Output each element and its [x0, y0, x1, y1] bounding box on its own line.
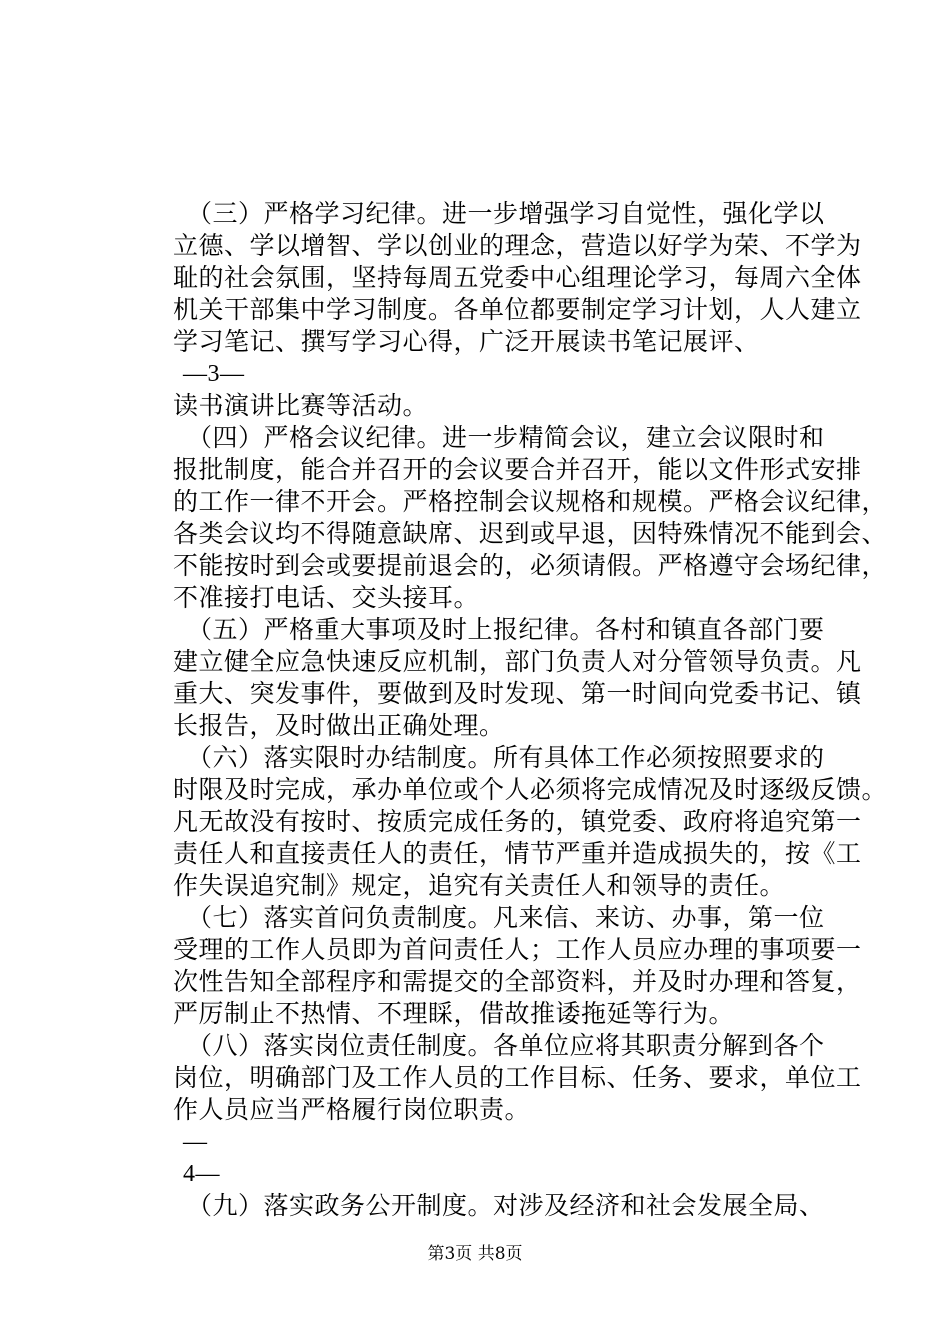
- paragraph-line: 时限及时完成，承办单位或个人必须将完成情况及时逐级反馈。: [173, 775, 888, 804]
- paragraph-first-line: （七）落实首问负责制度。凡来信、来访、办事，第一位: [187, 903, 825, 932]
- paragraph-line: 机关干部集中学习制度。各单位都要制定学习计划，人人建立: [173, 295, 862, 324]
- page-marker: 4—: [183, 1161, 220, 1187]
- page-footer: 第3页 共8页: [427, 1244, 523, 1264]
- paragraph-line: 各类会议均不得随意缺席、迟到或早退，因特殊情况不能到会、: [173, 519, 888, 548]
- paragraph-first-line: （五）严格重大事项及时上报纪律。各村和镇直各部门要: [187, 615, 825, 644]
- paragraph-first-line: （四）严格会议纪律。进一步精简会议，建立会议限时和: [187, 423, 825, 452]
- paragraph-line: 次性告知全部程序和需提交的全部资料，并及时办理和答复，: [173, 967, 862, 996]
- paragraph-line: 耻的社会氛围，坚持每周五党委中心组理论学习，每周六全体: [173, 263, 862, 292]
- paragraph-line: 建立健全应急快速反应机制，部门负责人对分管领导负责。凡: [173, 647, 862, 676]
- paragraph-line: 岗位，明确部门及工作人员的工作目标、任务、要求，单位工: [173, 1063, 862, 1092]
- paragraph-line: 的工作一律不开会。严格控制会议规格和规模。严格会议纪律，: [173, 487, 888, 516]
- paragraph-line: 凡无故没有按时、按质完成任务的，镇党委、政府将追究第一: [173, 807, 862, 836]
- paragraph-first-line: （九）落实政务公开制度。对涉及经济和社会发展全局、: [187, 1191, 825, 1220]
- paragraph-line: 作失误追究制》规定，追究有关责任人和领导的责任。: [173, 871, 786, 900]
- paragraph-line: 立德、学以增智、学以创业的理念，营造以好学为荣、不学为: [173, 231, 862, 260]
- paragraph-line: 报批制度，能合并召开的会议要合并召开，能以文件形式安排: [173, 455, 862, 484]
- paragraph-first-line: （六）落实限时办结制度。所有具体工作必须按照要求的: [187, 743, 825, 772]
- paragraph-line: 不能按时到会或要提前退会的，必须请假。严格遵守会场纪律，: [173, 551, 888, 580]
- paragraph-line: 严厉制止不热情、不理睬，借故推诿拖延等行为。: [173, 999, 735, 1028]
- paragraph-first-line: （三）严格学习纪律。进一步增强学习自觉性，强化学以: [187, 199, 825, 228]
- paragraph-first-line: （八）落实岗位责任制度。各单位应将其职责分解到各个: [187, 1031, 825, 1060]
- paragraph-line: 长报告，及时做出正确处理。: [173, 711, 505, 740]
- paragraph-line: 重大、突发事件，要做到及时发现、第一时间向党委书记、镇: [173, 679, 862, 708]
- paragraph-line: 受理的工作人员即为首问责任人；工作人员应办理的事项要一: [173, 935, 862, 964]
- paragraph-line: 不准接打电话、交头接耳。: [173, 583, 480, 612]
- paragraph-line: 作人员应当严格履行岗位职责。: [173, 1095, 531, 1124]
- paragraph-line: 学习笔记、撰写学习心得，广泛开展读书笔记展评、: [173, 327, 760, 356]
- page-marker: —3—: [183, 361, 245, 387]
- page-marker: —: [183, 1129, 208, 1155]
- paragraph-line: 责任人和直接责任人的责任，情节严重并造成损失的，按《工: [173, 839, 862, 868]
- paragraph-line: 读书演讲比赛等活动。: [173, 391, 429, 420]
- document-body: [173, 198, 888, 1222]
